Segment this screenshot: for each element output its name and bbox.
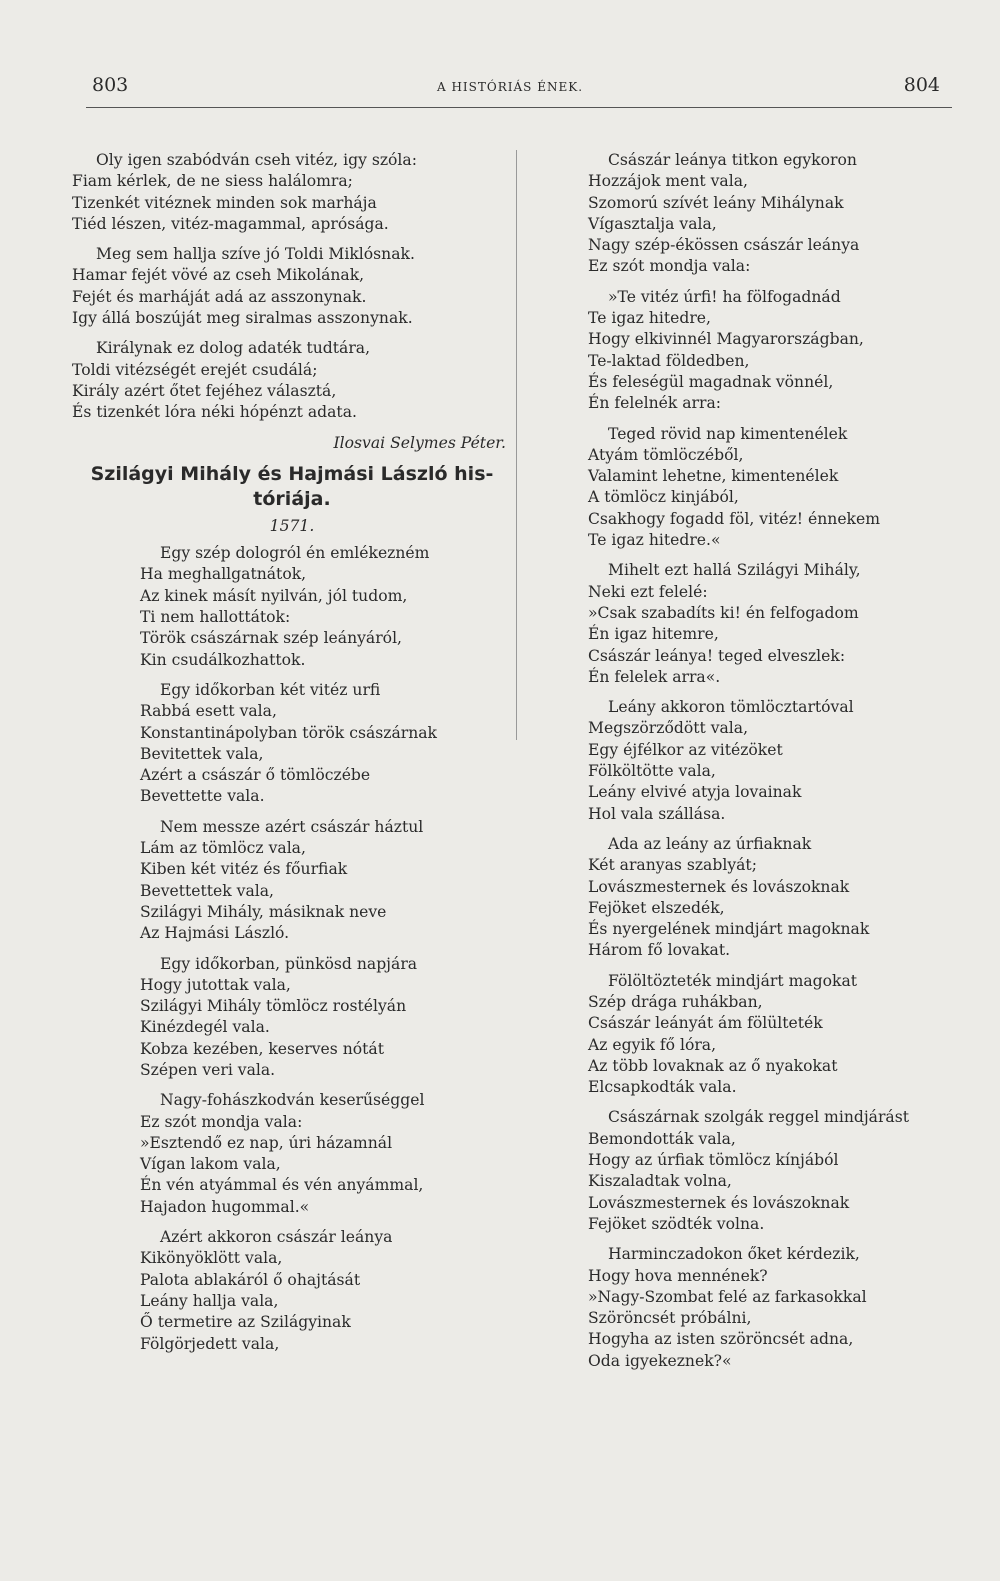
verse-line: Igy állá boszúját meg siralmas asszonynak. (72, 309, 413, 328)
verse-line: Kin csudálkozhattok. (140, 650, 306, 669)
verse-line: Fejöket szödték volna. (588, 1214, 765, 1233)
verse-line: Hozzájok ment vala, (588, 172, 748, 191)
verse-line: »Nagy-Szombat felé az farkasokkal (588, 1287, 867, 1306)
stanza (588, 150, 968, 278)
verse-line: Mihelt ezt hallá Szilágyi Mihály, (608, 561, 861, 580)
verse-line: Fölköltötte vala, (588, 762, 716, 781)
verse-line: Fejöket elszedék, (588, 898, 725, 917)
stanza (140, 1227, 512, 1355)
verse-line: Három fő lovakat. (588, 941, 731, 960)
poem-body-right (588, 150, 968, 1372)
verse-line: Lovászmesternek és lovászoknak (588, 877, 850, 896)
verse-line: Palota ablakáról ő ohajtását (140, 1270, 361, 1289)
verse-line: Te-laktad földedben, (588, 351, 750, 370)
stanza (588, 424, 968, 552)
verse-line: Ez szót mondja vala: (588, 257, 751, 276)
poem-title-line-1: Szilágyi Mihály és Hajmási László his- (90, 462, 494, 485)
verse-line: Hogy hova mennének? (588, 1266, 768, 1285)
author-signature (72, 433, 506, 454)
verse-line: Kikönyöklött vala, (140, 1249, 283, 1268)
verse-line: »Csak szabadíts ki! én felfogadom (588, 603, 859, 622)
verse-line: Egy éjfélkor az vitézöket (588, 740, 783, 759)
verse-line: Királynak ez dolog adaték tudtára, (96, 339, 371, 358)
verse-line: Fejét és marháját adá az asszonynak. (72, 287, 367, 306)
verse-line: Az kinek másít nyilván, jól tudom, (140, 586, 408, 605)
verse-line: Kobza kezében, keserves nótát (140, 1039, 384, 1058)
verse-line: Megszörződött vala, (588, 719, 749, 738)
verse-line: Szomorú szívét leány Mihálynak (588, 193, 844, 212)
verse-line: Egy szép dologról én emlékezném (160, 544, 430, 563)
verse-line: Szöröncsét próbálni, (588, 1309, 752, 1328)
stanza (588, 971, 968, 1099)
verse-line: Elcsapkodták vala. (588, 1078, 737, 1097)
verse-line: Ez szót mondja vala: (140, 1112, 303, 1131)
page-number-left: 803 (92, 74, 129, 96)
verse-line: Én felelek arra«. (588, 667, 721, 686)
verse-line: »Te vitéz úrfi! ha fölfogadnád (608, 287, 841, 306)
verse-line: Ő termetire az Szilágyinak (140, 1313, 351, 1332)
stanza (140, 1090, 512, 1218)
verse-line: Fiam kérlek, de ne siess halálomra; (72, 172, 353, 191)
stanza (140, 543, 512, 671)
verse-line: Azért a császár ő tömlöczébe (140, 766, 371, 785)
previous-poem-ending (72, 150, 512, 424)
stanza (588, 287, 968, 415)
verse-line: Rabbá esett vala, (140, 702, 277, 721)
stanza (588, 1244, 968, 1372)
verse-line: Egy időkorban két vitéz urfi (160, 680, 381, 699)
stanza (72, 338, 512, 423)
verse-line: És feleségül magadnak vönnél, (588, 372, 834, 391)
verse-line: Szépen veri vala. (140, 1060, 276, 1079)
verse-line: Császár leánya titkon egykoron (608, 151, 857, 169)
verse-line: Az egyik fő lóra, (588, 1035, 717, 1054)
verse-line: Lám az tömlöcz vala, (140, 839, 306, 858)
verse-line: Csakhogy fogadd föl, vitéz! énnekem (588, 509, 881, 528)
verse-line: Nagy-fohászkodván keserűséggel (160, 1091, 425, 1110)
column-divider (516, 150, 517, 740)
stanza (140, 817, 512, 945)
verse-line: Hogyha az isten szöröncsét adna, (588, 1330, 854, 1349)
poem-body-left (72, 543, 512, 1355)
page-header (80, 74, 940, 102)
poem-title-line-2: tóriája. (253, 487, 331, 510)
verse-line: Nagy szép-ékössen császár leánya (588, 236, 860, 255)
verse-line: Toldi vitézségét erejét csudálá; (72, 360, 318, 379)
stanza (588, 697, 968, 825)
verse-line: És tizenkét lóra néki hópénzt adata. (72, 403, 357, 422)
stanza (588, 834, 968, 962)
verse-line: Tizenkét vitéznek minden sok marhája (72, 193, 377, 212)
verse-line: Az Hajmási László. (140, 924, 290, 943)
verse-line: Leány akkoron tömlöcztartóval (608, 698, 854, 717)
right-column (588, 150, 968, 1381)
verse-line: Fölöltözteték mindjárt magokat (608, 971, 858, 990)
poem-title (72, 462, 512, 512)
verse-line: Konstantinápolyban török császárnak (140, 723, 438, 742)
verse-line: Vígasztalja vala, (588, 214, 717, 233)
verse-line: Neki ezt felelé: (588, 582, 708, 601)
verse-line: Teged rövid nap kimentenélek (608, 424, 848, 443)
stanza (140, 680, 512, 808)
verse-line: Két aranyas szablyát; (588, 856, 757, 875)
verse-line: Szilágyi Mihály, másiknak neve (140, 902, 387, 921)
verse-line: Egy időkorban, pünkösd napjára (160, 954, 418, 973)
left-column (72, 150, 512, 1364)
verse-line: Császárnak szolgák reggel mindjárást (608, 1108, 909, 1127)
verse-line: Nem messze azért császár háztul (160, 817, 424, 836)
poem-year: 1571. (269, 516, 315, 535)
verse-line: Valamint lehetne, kimentenélek (588, 467, 839, 486)
verse-line: Én vén atyámmal és vén anyámmal, (140, 1176, 424, 1195)
verse-line: Harminczadokon őket kérdezik, (608, 1245, 860, 1264)
verse-line: Kinézdegél vala. (140, 1018, 270, 1037)
verse-line: A tömlöcz kinjából, (588, 488, 739, 507)
verse-line: Ada az leány az úrfiaknak (608, 834, 812, 853)
stanza (588, 560, 968, 688)
header-rule (86, 107, 952, 108)
stanza (72, 150, 512, 235)
verse-line: Azért akkoron császár leánya (160, 1228, 393, 1247)
verse-line: Meg sem hallja szíve jó Toldi Miklósnak. (96, 245, 415, 264)
verse-line: Császár leánya! teged elveszlek: (588, 646, 846, 665)
verse-line: Te igaz hitedre, (588, 309, 711, 328)
verse-line: Hogy jutottak vala, (140, 975, 291, 994)
verse-line: Császár leányát ám fölülteték (588, 1014, 823, 1033)
verse-line: Vígan lakom vala, (140, 1155, 281, 1174)
verse-line: Tiéd lészen, vitéz-magammal, aprósága. (72, 214, 389, 233)
verse-line: Leány hallja vala, (140, 1291, 279, 1310)
verse-line: És nyergelének mindjárt magoknak (588, 920, 870, 939)
verse-line: Török császárnak szép leányáról, (140, 629, 403, 648)
stanza (72, 244, 512, 329)
verse-line: Bevettette vala. (140, 787, 265, 806)
verse-line: Bevitettek vala, (140, 744, 264, 763)
verse-line: Oda igyekeznek?« (588, 1351, 732, 1370)
verse-line: Én igaz hitemre, (588, 625, 719, 644)
verse-line: Kiben két vitéz és főurfiak (140, 860, 348, 879)
verse-line: Szilágyi Mihály tömlöcz rostélyán (140, 997, 407, 1016)
stanza (140, 954, 512, 1082)
verse-line: Kiszaladtak volna, (588, 1172, 732, 1191)
verse-line: Fölgörjedett vala, (140, 1334, 280, 1353)
verse-line: »Esztendő ez nap, úri házamnál (140, 1133, 393, 1152)
verse-line: Atyám tömlöczéből, (588, 445, 744, 464)
signature-text: Ilosvai Selymes Péter. (333, 433, 506, 452)
verse-line: Az több lovaknak az ő nyakokat (588, 1056, 838, 1075)
verse-line: Én felelnék arra: (588, 394, 722, 413)
verse-line: Te igaz hitedre.« (588, 531, 721, 550)
verse-line: Ti nem hallottátok: (140, 608, 291, 627)
running-title: A HISTÓRIÁS ÉNEK. (436, 80, 584, 94)
verse-line: Hajadon hugommal.« (140, 1197, 310, 1216)
verse-line: Bevettettek vala, (140, 881, 275, 900)
verse-line: Bemondották vala, (588, 1129, 736, 1148)
verse-line: Hogy elkivinnél Magyarországban, (588, 330, 864, 349)
verse-line: Hol vala szállása. (588, 804, 726, 823)
verse-line: Leány elvivé atyja lovainak (588, 783, 802, 802)
verse-line: Oly igen szabódván cseh vitéz, igy szóla: (96, 151, 417, 169)
stanza (588, 1107, 968, 1235)
verse-line: Szép drága ruhákban, (588, 992, 763, 1011)
page-number-right: 804 (903, 74, 940, 96)
verse-line: Hogy az úrfiak tömlöcz kínjából (588, 1151, 839, 1170)
verse-line: Király azért őtet fejéhez választá, (72, 381, 337, 400)
verse-line: Lovászmesternek és lovászoknak (588, 1193, 850, 1212)
verse-line: Ha meghallgatnátok, (140, 565, 307, 584)
verse-line: Hamar fejét vövé az cseh Mikolának, (72, 266, 365, 285)
